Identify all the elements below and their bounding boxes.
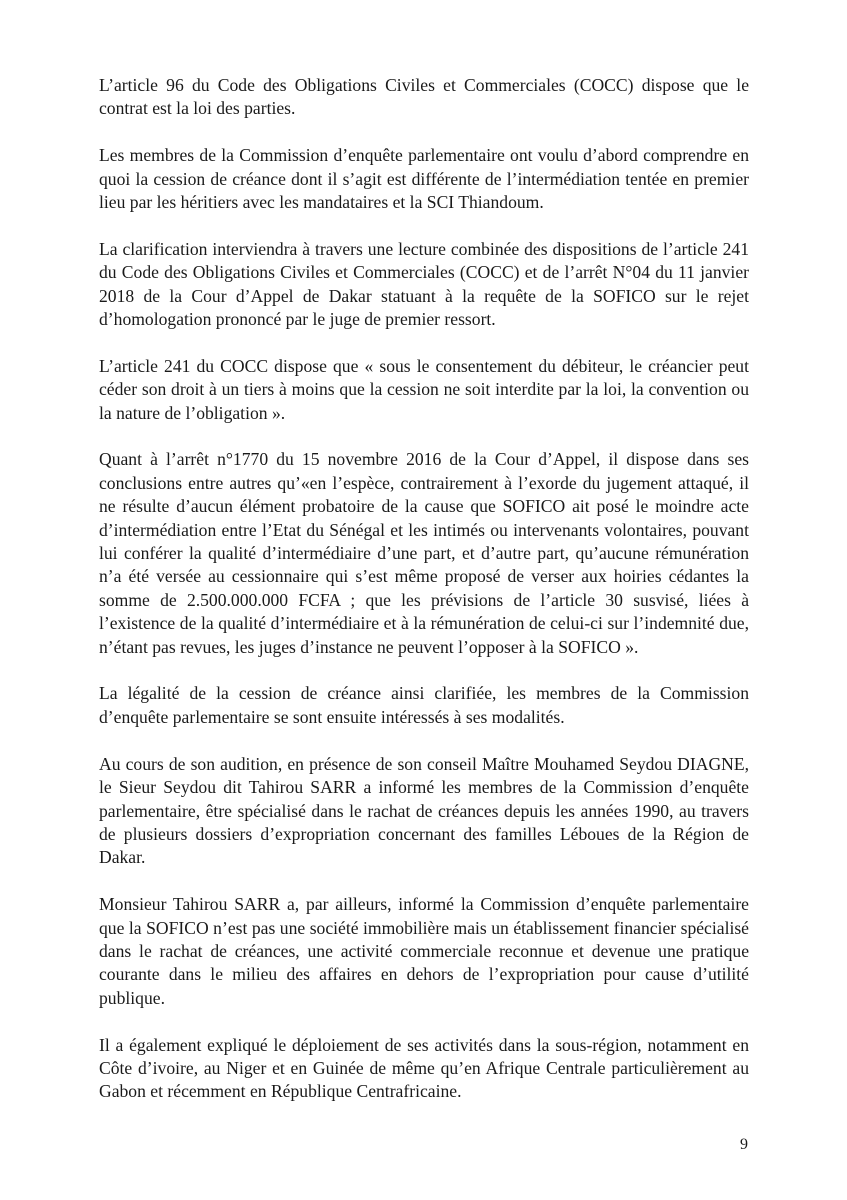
paragraph-article-96: L’article 96 du Code des Obligations Civiles et Commerciales (COCC) dispose que le contrat est la loi des parties. <box>99 75 749 119</box>
paragraph-arret-1770: Quant à l’arrêt n°1770 du 15 novembre 2016 de la Cour d’Appel, il dispose dans ses conclusions entre autres qu’«en l’espèce, contrairement à l’exorde du jugement attaqué, il ne résulte d’aucun élément probatoire de la cause que SOFICO ait posé le moindre acte d’intermédiation entre l’Etat du Sénégal et les intimés ou intervenants volontaires, pouvant lui conférer la qualité d’intermédiaire d’une part, et d’autre part, qu’aucune rémunération n’a été versée au cessionnaire qui s’est même proposé de verser aux hoiries cédantes la somme de 2.500.000.000 FCFA ; que les prévisions de l’article 30 susvisé, liées à l’existence de la qualité d’intermédiaire et à la rémunération de celui-ci sur l’indemnité due, n’étant pas revues, les juges d’instance ne peuvent l’opposer à la SOFICO ». <box>99 449 749 657</box>
document-body <box>99 74 749 1127</box>
paragraph-deploiement: Il a également expliqué le déploiement de ses activités dans la sous-région, notamment en Côte d’ivoire, au Niger et en Guinée de même qu’en Afrique Centrale particulièrement au Gabon et récemment en République Centrafricaine. <box>99 1034 749 1102</box>
page-number: 9 <box>740 1136 748 1153</box>
paragraph-audition: Au cours de son audition, en présence de son conseil Maître Mouhamed Seydou DIAGNE, le Sieur Seydou dit Tahirou SARR a informé les membres de la Commission d’enquête parlementaire, être spécialisé dans le rachat de créances depuis les années 1990, au travers de plusieurs dossiers d’expropriation concernant des familles Léboues de la Région de Dakar. <box>99 753 749 868</box>
paragraph-clarification: La clarification interviendra à travers une lecture combinée des dispositions de l’article 241 du Code des Obligations Civiles et Commerciales (COCC) et de l’arrêt N°04 du 11 janvier 2018 de la Cour d’Appel de Dakar statuant à la requête de la SOFICO sur le rejet d’homologation prononcé par le juge de premier ressort. <box>99 238 749 330</box>
paragraph-sofico-activity: Monsieur Tahirou SARR a, par ailleurs, informé la Commission d’enquête parlementaire que la SOFICO n’est pas une société immobilière mais un établissement financier spécialisé dans le rachat de créances, une activité commerciale reconnue et devenue une pratique courante dans le milieu des affaires en dehors de l’expropriation pour cause d’utilité publique. <box>99 894 749 1008</box>
paragraph-commission-intent: Les membres de la Commission d’enquête parlementaire ont voulu d’abord comprendre en quoi la cession de créance dont il s’agit est différente de l’intermédiation tentée en premier lieu par les héritiers avec les mandataires et la SCI Thiandoum. <box>99 145 749 213</box>
paragraph-legalite: La légalité de la cession de créance ainsi clarifiée, les membres de la Commission d’enquête parlementaire se sont ensuite intéressés à ses modalités. <box>99 683 749 727</box>
paragraph-article-241: L’article 241 du COCC dispose que « sous le consentement du débiteur, le créancier peut céder son droit à un tiers à moins que la cession ne soit interdite par la loi, la convention ou la nature de l’obligation ». <box>99 355 749 423</box>
